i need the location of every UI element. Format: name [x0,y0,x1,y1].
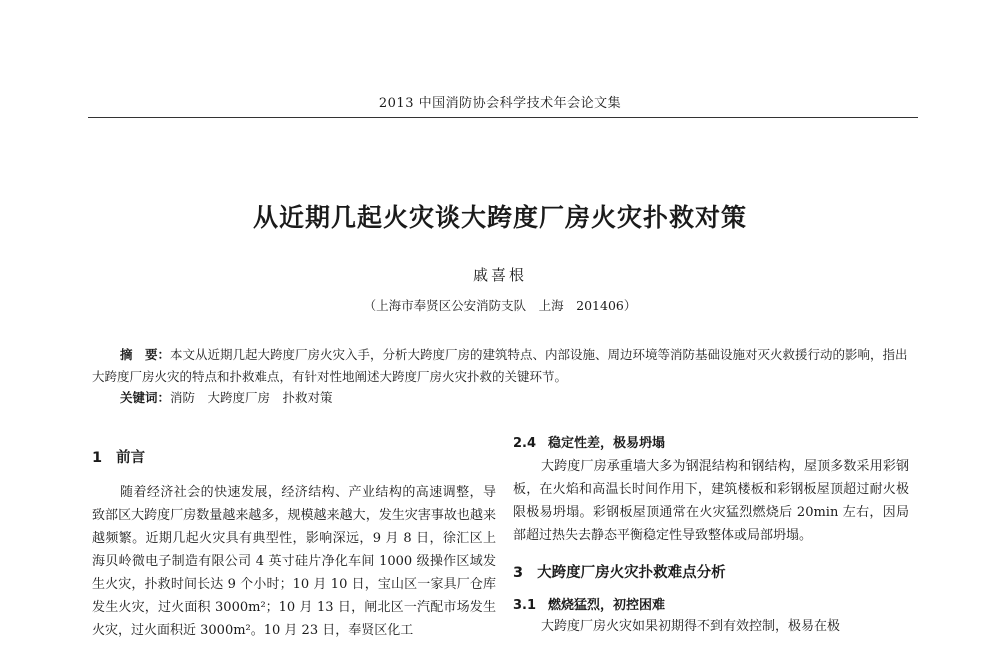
section-number: 3.1 [513,598,537,613]
section-3-heading [513,561,909,582]
header-rule [88,117,918,118]
section-2-4-paragraph: 大跨度厂房承重墙大多为钢混结构和钢结构，屋顶多数采用彩钢板，在火焰和高温长时间作用下，建筑楼板和彩钢板屋顶超过耐火极限极易坍塌。彩钢板屋顶通常在火灾猛烈燃烧后 20min 左右，因局部超过热失去静态平衡稳定性导致整体或局部坍塌。 [513,459,909,543]
section-3-1-paragraph: 大跨度厂房火灾如果初期得不到有效控制，极易在极 [541,619,841,634]
section-title: 燃烧猛烈，初控困难 [548,598,666,613]
right-column [513,432,909,646]
abstract [92,344,910,388]
section-number: 3 [513,565,524,581]
keywords-label: 关键词： [120,390,171,405]
paper-title: 从近期几起火灾谈大跨度厂房火灾扑救对策 [252,203,747,232]
keywords-text: 消防 大跨度厂房 扑救对策 [170,390,333,405]
author-affiliation: （上海市奉贤区公安消防支队 上海 201406） [363,298,637,313]
keywords [120,388,333,406]
section-1-heading [92,446,496,467]
section-title: 前言 [116,450,146,466]
section-1-paragraph: 随着经济社会的快速发展，经济结构、产业结构的高速调整，导致部区大跨度厂房数量越来越多，规模越来越大，发生灾害事故也越来越频繁。近期几起火灾具有典型性，影响深远，9 月 8 日，徐汇区上海贝岭微电子制造有限公司 4 英寸硅片净化车间 1000 级操作区域发生火灾，扑救时间长达 9 个小时；10 月 10 日，宝山区一家具厂仓库发生火灾，过火面积 3000m²；10 月 13 日，闸北区一汽配市场发生火灾，过火面积近 3000m²。10 月 23 日，奉贤区化工 [92,485,496,638]
section-title: 大跨度厂房火灾扑救难点分析 [537,565,726,581]
section-2-4-heading [513,432,909,451]
abstract-label: 摘 要： [120,347,171,362]
abstract-text: 本文从近期几起大跨度厂房火灾入手，分析大跨度厂房的建筑特点、内部设施、周边环境等消防基础设施对灭火救援行动的影响，指出大跨度厂房火灾的特点和扑救难点，有针对性地阐述大跨度厂房火灾扑救的关键环节。 [92,347,908,384]
section-number: 1 [92,450,103,466]
section-title: 稳定性差，极易坍塌 [548,436,666,451]
author-name: 戚喜根 [472,266,527,284]
running-header: 2013 中国消防协会科学技术年会论文集 [378,96,622,111]
section-number: 2.4 [513,436,537,451]
section-3-1-heading [513,594,909,613]
left-column [92,446,496,650]
